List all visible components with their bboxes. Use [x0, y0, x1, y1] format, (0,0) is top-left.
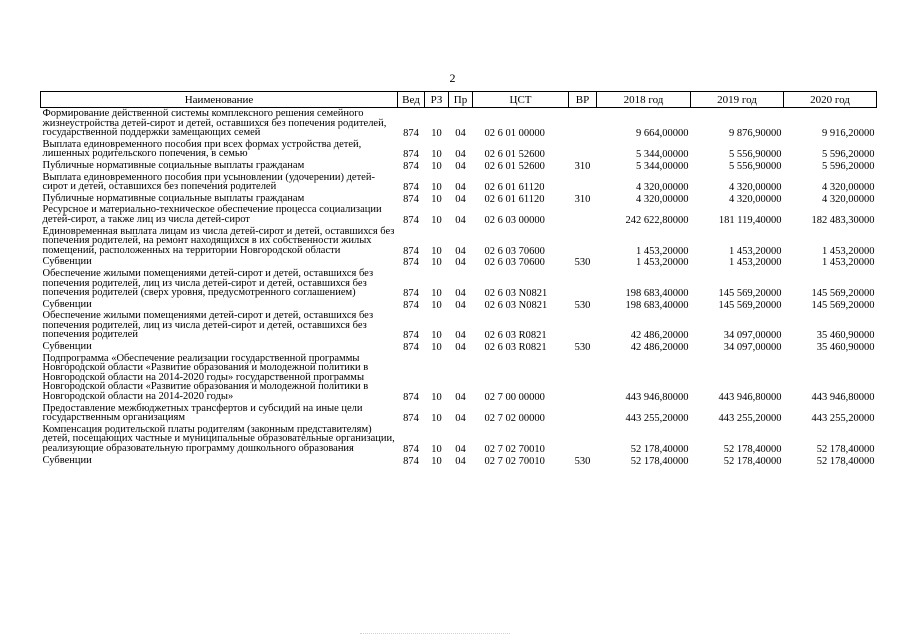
cell-ved: 874 [403, 413, 419, 425]
cell-name [41, 139, 398, 160]
budget-table [40, 91, 877, 466]
cell-y2020: 5 596,20000 [822, 160, 875, 172]
cell-y2020: 4 320,00000 [822, 193, 875, 205]
cell-name [41, 193, 398, 205]
cell-pr: 04 [455, 193, 466, 205]
cell-pr: 04 [455, 288, 466, 300]
row-name: Субвенции [42, 341, 92, 353]
cell-y2018: 198 683,40000 [625, 288, 689, 300]
cell-y2018: 4 320,00000 [636, 182, 689, 194]
table-row [41, 204, 877, 225]
cell-rz: 10 [431, 444, 442, 455]
cell-cst: 02 6 01 00000 [484, 128, 545, 140]
cell-vr [569, 226, 597, 257]
column-header-cst: ЦСТ [473, 92, 569, 108]
table-row [41, 139, 877, 160]
cell-y2019: 34 097,00000 [723, 342, 782, 354]
cell-rz: 10 [431, 455, 442, 467]
cell-cst: 02 6 03 R0821 [484, 330, 547, 342]
row-name: Единовременная выплата лицам из числа детей-сирот и детей, оставшихся без попечения родителей, на ремонт находящихся в их собственности жилых помещений, расположенных на территории Новгородской области [42, 225, 395, 256]
cell-rz: 10 [431, 160, 442, 172]
cell-vr [569, 403, 597, 424]
cell-y2018: 1 453,20000 [636, 257, 689, 269]
cell-y2019: 52 178,40000 [723, 455, 782, 467]
cell-rz: 10 [431, 214, 442, 226]
table-row [41, 310, 877, 341]
cell-vr [569, 353, 597, 403]
cell-ved: 874 [403, 214, 419, 226]
column-header-y2020: 2020 год [784, 92, 877, 108]
cell-name [41, 403, 398, 424]
cell-name [41, 172, 398, 193]
table-row [41, 256, 877, 268]
cell-cst: 02 7 00 00000 [484, 392, 545, 404]
cell-name [41, 341, 398, 353]
cell-y2018: 5 344,00000 [636, 160, 689, 172]
cell-y2019: 52 178,40000 [723, 444, 782, 455]
cell-y2019: 4 320,00000 [729, 193, 782, 205]
cell-cst: 02 6 03 N0821 [484, 299, 548, 311]
cell-name [41, 424, 398, 455]
table-row [41, 172, 877, 193]
cell-y2018: 42 486,20000 [630, 330, 689, 342]
cell-vr [569, 268, 597, 299]
cell-cst: 02 6 01 61120 [484, 182, 545, 194]
cell-rz: 10 [431, 149, 442, 161]
cell-vr [569, 139, 597, 160]
cell-rz: 10 [431, 342, 442, 354]
cell-y2019: 145 569,20000 [718, 288, 782, 300]
cell-y2020: 35 460,90000 [816, 330, 875, 342]
cell-pr: 04 [455, 299, 466, 311]
cell-ved: 874 [403, 299, 419, 311]
column-header-ved: Вед [398, 92, 425, 108]
cell-cst: 02 6 01 52600 [484, 149, 545, 161]
row-name: Компенсация родительской платы родителям (законным представителям) детей, посещающих частные и муниципальные образовательные организации, реализующие образовательную программу дошкольного образования [42, 423, 395, 454]
cell-pr: 04 [455, 455, 466, 467]
cell-y2020: 35 460,90000 [816, 342, 875, 354]
cell-y2018: 443 255,20000 [625, 413, 689, 425]
cell-y2018: 242 622,80000 [625, 214, 689, 226]
cell-pr: 04 [455, 128, 466, 140]
cell-y2018: 9 664,00000 [636, 128, 689, 140]
cell-cst: 02 6 01 61120 [484, 193, 545, 205]
cell-vr [569, 310, 597, 341]
column-header-y2019: 2019 год [691, 92, 784, 108]
cell-y2019: 145 569,20000 [718, 299, 782, 311]
cell-ved: 874 [403, 257, 419, 269]
cell-rz: 10 [431, 288, 442, 300]
cell-y2018: 1 453,20000 [636, 245, 689, 257]
table-body [41, 108, 877, 467]
cell-pr: 04 [455, 160, 466, 172]
cell-ved: 874 [403, 128, 419, 140]
cell-vr: 530 [574, 455, 591, 467]
cell-ved: 874 [403, 182, 419, 194]
cell-cst: 02 6 03 70600 [484, 245, 545, 257]
cell-cst: 02 7 02 70010 [484, 455, 545, 467]
column-header-vr: ВР [569, 92, 597, 108]
row-name: Выплата единовременного пособия при усыновлении (удочерении) детей-сирот и детей, оставшихся без попечения родителей [42, 171, 375, 193]
cell-y2020: 1 453,20000 [822, 257, 875, 269]
cell-name [41, 353, 398, 403]
cell-ved: 874 [403, 444, 419, 455]
table-row [41, 226, 877, 257]
cell-y2020: 443 255,20000 [811, 413, 875, 425]
page-number: 2 [449, 71, 456, 85]
cell-ved: 874 [403, 392, 419, 404]
cell-vr [569, 108, 597, 139]
cell-y2018: 198 683,40000 [625, 299, 689, 311]
row-name: Обеспечение жилыми помещениями детей-сирот и детей, оставшихся без попечения родителей, лиц из числа детей-сирот и детей, оставшихся без попечения родителей [42, 310, 374, 341]
cell-ved: 874 [403, 342, 419, 354]
cell-y2018: 5 344,00000 [636, 149, 689, 161]
cell-y2019: 9 876,90000 [729, 128, 782, 140]
cell-vr [569, 172, 597, 193]
cell-cst: 02 6 03 N0821 [484, 288, 548, 300]
cell-rz: 10 [431, 330, 442, 342]
cell-y2019: 5 556,90000 [729, 149, 782, 161]
cell-vr: 310 [574, 160, 591, 172]
cell-name [41, 268, 398, 299]
row-name: Публичные нормативные социальные выплаты гражданам [42, 159, 305, 171]
cell-ved: 874 [403, 288, 419, 300]
cell-pr: 04 [455, 245, 466, 257]
cell-cst: 02 7 02 00000 [484, 413, 545, 425]
cell-cst: 02 6 03 00000 [484, 214, 545, 226]
cell-y2019: 1 453,20000 [729, 245, 782, 257]
cell-y2019: 181 119,40000 [718, 214, 782, 226]
cell-name [41, 310, 398, 341]
cell-y2020: 52 178,40000 [816, 444, 875, 455]
row-name: Выплата единовременного пособия при всех формах устройства детей, лишенных родительского попечения, в семью [42, 138, 362, 160]
cell-y2019: 34 097,00000 [723, 330, 782, 342]
table-header-row [41, 92, 877, 108]
cell-ved: 874 [403, 245, 419, 257]
cell-rz: 10 [431, 299, 442, 311]
column-header-pr: Пр [449, 92, 473, 108]
cell-name [41, 108, 398, 139]
cell-rz: 10 [431, 182, 442, 194]
cell-y2020: 1 453,20000 [822, 245, 875, 257]
cell-rz: 10 [431, 128, 442, 140]
cell-name [41, 455, 398, 467]
cell-y2018: 52 178,40000 [630, 455, 689, 467]
row-name: Формирование действенной системы комплексного решения семейного жизнеустройства детей-сирот и детей, оставшихся без попечения родителей, государственной поддержки замещающих семей [42, 108, 387, 139]
table-row [41, 403, 877, 424]
cell-y2019: 443 255,20000 [718, 413, 782, 425]
cell-pr: 04 [455, 214, 466, 226]
cell-cst: 02 6 01 52600 [484, 160, 545, 172]
column-header-y2018: 2018 год [597, 92, 691, 108]
cell-vr: 530 [574, 342, 591, 354]
cell-pr: 04 [455, 182, 466, 194]
cell-pr: 04 [455, 392, 466, 404]
row-name: Ресурсное и материально-техническое обеспечение процесса социализации детей-сирот, а также лиц из числа детей-сирот [42, 204, 382, 225]
cell-ved: 874 [403, 193, 419, 205]
cell-y2020: 443 946,80000 [811, 392, 875, 404]
cell-vr [569, 204, 597, 225]
cell-cst: 02 6 03 70600 [484, 257, 545, 269]
row-name: Предоставление межбюджетных трансфертов и субсидий на иные цели государственным организациям [42, 402, 363, 424]
cell-name [41, 204, 398, 225]
cell-vr: 310 [574, 193, 591, 205]
cell-vr: 530 [574, 299, 591, 311]
cell-y2019: 1 453,20000 [729, 257, 782, 269]
cell-cst: 02 6 03 R0821 [484, 342, 547, 354]
table-row [41, 353, 877, 403]
cell-ved: 874 [403, 160, 419, 172]
cell-pr: 04 [455, 413, 466, 425]
table-row [41, 268, 877, 299]
row-name: Субвенции [42, 256, 92, 268]
cell-rz: 10 [431, 392, 442, 404]
cell-vr [569, 424, 597, 455]
cell-y2020: 9 916,20000 [822, 128, 875, 140]
cell-name [41, 226, 398, 257]
cell-y2018: 443 946,80000 [625, 392, 689, 404]
table-row [41, 455, 877, 467]
cell-y2019: 5 556,90000 [729, 160, 782, 172]
row-name: Субвенции [42, 454, 92, 466]
scan-artifact [360, 633, 510, 635]
cell-y2019: 4 320,00000 [729, 182, 782, 194]
table-row [41, 193, 877, 205]
cell-rz: 10 [431, 257, 442, 269]
cell-y2020: 145 569,20000 [811, 299, 875, 311]
cell-y2020: 4 320,00000 [822, 182, 875, 194]
cell-y2020: 5 596,20000 [822, 149, 875, 161]
cell-name [41, 299, 398, 311]
cell-y2018: 52 178,40000 [630, 444, 689, 455]
cell-name [41, 160, 398, 172]
row-name: Субвенции [42, 298, 92, 310]
row-name: Публичные нормативные социальные выплаты гражданам [42, 192, 305, 204]
cell-rz: 10 [431, 245, 442, 257]
row-name: Обеспечение жилыми помещениями детей-сирот и детей, оставшихся без попечения родителей, лиц из числа детей-сирот и детей, оставшихся без попечения родителей (сверх уровня, предусмотренного соглашением) [42, 267, 374, 299]
cell-y2020: 182 483,30000 [811, 214, 875, 226]
column-header-rz: РЗ [425, 92, 449, 108]
cell-pr: 04 [455, 149, 466, 161]
cell-vr: 530 [574, 257, 591, 269]
cell-rz: 10 [431, 413, 442, 425]
cell-y2020: 145 569,20000 [811, 288, 875, 300]
cell-y2020: 52 178,40000 [816, 455, 875, 467]
cell-pr: 04 [455, 342, 466, 354]
cell-y2019: 443 946,80000 [718, 392, 782, 404]
cell-pr: 04 [455, 257, 466, 269]
cell-y2018: 42 486,20000 [630, 342, 689, 354]
cell-ved: 874 [403, 149, 419, 161]
cell-pr: 04 [455, 330, 466, 342]
table-row [41, 424, 877, 455]
cell-pr: 04 [455, 444, 466, 455]
cell-cst: 02 7 02 70010 [484, 444, 545, 455]
table-row [41, 299, 877, 311]
cell-y2018: 4 320,00000 [636, 193, 689, 205]
table-row [41, 341, 877, 353]
row-name: Подпрограмма «Обеспечение реализации государственной программы Новгородской области «Развитие образования и молодежной политики в Новгородской области на 2014-2020 годы» государственной программы Новгородской области «Развитие образования и молодежной политики в Новгородской области на 2014-2020 годы» [42, 352, 369, 403]
cell-rz: 10 [431, 193, 442, 205]
cell-ved: 874 [403, 330, 419, 342]
table-row [41, 160, 877, 172]
cell-name [41, 256, 398, 268]
column-header-name: Наименование [41, 92, 398, 108]
table-row [41, 108, 877, 139]
cell-ved: 874 [403, 455, 419, 467]
